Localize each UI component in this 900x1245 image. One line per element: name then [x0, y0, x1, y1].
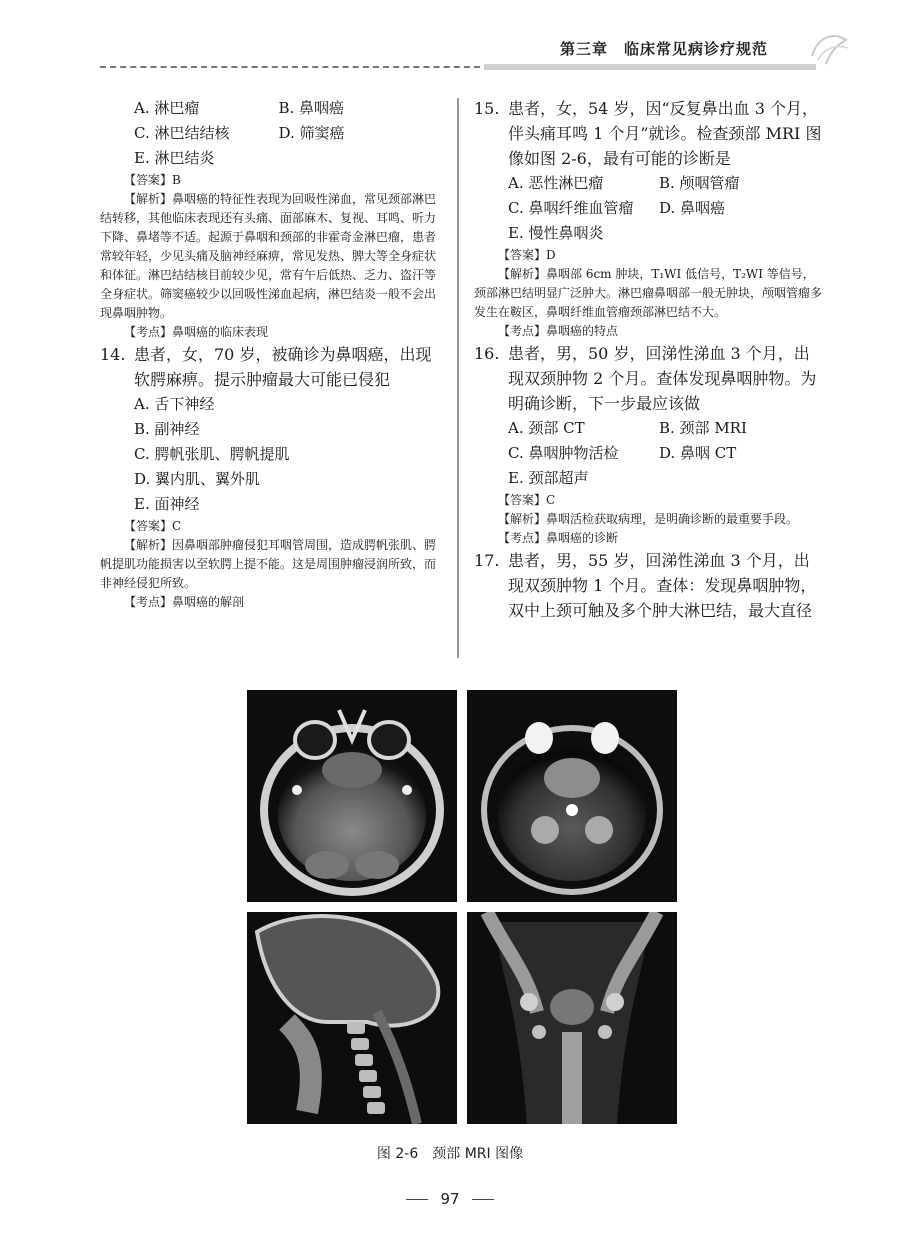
chapter-title: 第三章 临床常见病诊疗规范	[560, 40, 769, 58]
q16-option-b: B. 颈部 MRI	[659, 419, 747, 437]
q16-question	[474, 341, 824, 416]
header-dashed-rule	[100, 66, 480, 68]
q14-analysis: 【解析】因鼻咽部肿瘤侵犯耳咽管周围，造成腭帆张肌、腭帆提肌功能损害以至软腭上提不能。这是周围肿瘤浸润所致，而非神经侵犯所致。	[100, 538, 437, 590]
q15-number: 15.	[474, 99, 500, 118]
q13-option-e: E. 淋巴结炎	[134, 149, 215, 167]
q16-number: 16.	[474, 344, 500, 363]
q13-analysis: 【解析】鼻咽癌的特征性表现为回吸性涕血，常见颈部淋巴结转移，其他临床表现还有头痛、面部麻木、复视、耳鸣、听力下降、鼻堵等不适。起源于鼻咽和颈部的非霍奇金淋巴瘤，患者常较年轻，少见头痛及脑神经麻痹，常见发热、脾大等全身症状和体征。淋巴结结核目前较少见，常有午后低热、乏力、盗汗等全身症状。筛窦癌较少以回吸性涕血起病，淋巴结炎一般不会出现鼻咽肿物。	[100, 192, 437, 320]
q13-answer: 【答案】B	[124, 173, 181, 187]
q15-option-a: A. 恶性淋巴瘤	[508, 174, 604, 192]
q16-stem: 患者，男，50 岁，回涕性涕血 3 个月，出现双颈肿物 2 个月。查体发现鼻咽肿物。为明确诊断，下一步最应该做	[508, 344, 817, 413]
q15-option-e: E. 慢性鼻咽炎	[508, 224, 604, 242]
figure-caption: 图 2-6 颈部 MRI 图像	[376, 1146, 524, 1162]
q14-option-d: D. 翼内肌、翼外肌	[134, 470, 261, 488]
q15-analysis: 【解析】鼻咽部 6cm 肿块，T₁WI 低信号，T₂WI 等信号，颈部淋巴结明显广泛肿大。淋巴瘤鼻咽部一般无肿块，颅咽管瘤多发生在鞍区，鼻咽纤维血管瘤颈部淋巴结不大。	[474, 267, 823, 319]
q16-option-d: D. 鼻咽 CT	[659, 444, 737, 462]
q15-option-c: C. 鼻咽纤维血管瘤	[508, 199, 634, 217]
q13-options	[100, 96, 445, 171]
q14-option-a: A. 舌下神经	[134, 395, 215, 413]
q14-option-e: E. 面神经	[134, 495, 200, 513]
q17-stem: 患者，男，55 岁，回涕性涕血 3 个月，出现双颈肿物 1 个月。查体：发现鼻咽肿物，双中上颈可触及多个肿大淋巴结，最大直径	[508, 551, 817, 620]
q16-point: 【考点】鼻咽癌的诊断	[498, 531, 619, 545]
mri-sagittal-image	[247, 912, 457, 1124]
q16-options	[474, 416, 824, 491]
page-number-dash-left	[406, 1199, 428, 1200]
q15-answer: 【答案】D	[498, 248, 556, 262]
q15-option-d: D. 鼻咽癌	[659, 199, 726, 217]
q14-answer: 【答案】C	[124, 519, 182, 533]
q14-option-b: B. 副神经	[134, 420, 200, 438]
q13-option-a: A. 淋巴瘤	[134, 99, 200, 117]
header-flourish-icon	[808, 26, 852, 70]
mri-coronal-image	[467, 912, 677, 1124]
q13-option-b: B. 鼻咽癌	[278, 99, 345, 117]
q13-option-d: D. 筛窦癌	[278, 124, 345, 142]
column-divider	[457, 98, 459, 658]
mri-axial-t2-image	[467, 690, 677, 902]
q13-option-c: C. 淋巴结结核	[134, 124, 230, 142]
q14-point: 【考点】鼻咽癌的解剖	[124, 595, 245, 609]
q14-option-c: C. 腭帆张肌、腭帆提肌	[134, 445, 290, 463]
q17-question	[474, 548, 824, 623]
q16-answer: 【答案】C	[498, 493, 556, 507]
q16-analysis: 【解析】鼻咽活检获取病理，是明确诊断的最重要手段。	[498, 512, 799, 526]
q16-option-e: E. 颈部超声	[508, 469, 589, 487]
left-column	[100, 96, 445, 612]
q16-option-a: A. 颈部 CT	[508, 419, 585, 437]
q15-stem: 患者，女，54 岁，因“反复鼻出血 3 个月，伴头痛耳鸣 1 个月”就诊。检查颈部 MRI 图像如图 2-6，最有可能的诊断是	[508, 99, 822, 168]
mri-axial-t1-image	[247, 690, 457, 902]
q15-option-b: B. 颅咽管瘤	[659, 174, 740, 192]
page-number-footer	[0, 1190, 900, 1208]
q13-point: 【考点】鼻咽癌的临床表现	[124, 325, 269, 339]
header-gray-bar	[484, 64, 816, 70]
q14-number: 14.	[100, 345, 126, 364]
q16-option-c: C. 鼻咽肿物活检	[508, 444, 619, 462]
right-column	[474, 96, 824, 623]
mri-figure	[247, 690, 677, 1130]
q17-number: 17.	[474, 551, 500, 570]
q15-point: 【考点】鼻咽癌的特点	[498, 324, 619, 338]
page-number: 97	[440, 1190, 460, 1208]
q14-question	[100, 342, 445, 392]
q14-stem: 患者，女，70 岁，被确诊为鼻咽癌，出现软腭麻痹。提示肿瘤最大可能已侵犯	[134, 345, 432, 389]
q15-question	[474, 96, 824, 171]
q15-options	[474, 171, 824, 246]
page-number-dash-right	[472, 1199, 494, 1200]
